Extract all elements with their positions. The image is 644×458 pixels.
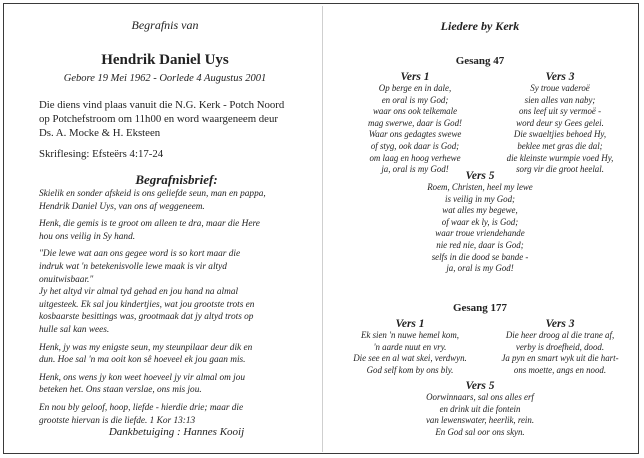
verse-line: Ja pyn en smart wyk uit die hart- [501, 353, 619, 364]
life-dates: Gebore 19 Mei 1962 - Oorlede 4 Augustus 2001 [63, 73, 267, 84]
verse-line: sorg vir die groot heelal. [516, 164, 604, 175]
letter-paragraph [39, 402, 317, 427]
verse-text [485, 83, 635, 176]
letter-line: Henk, die gemis is te groot om alleen te dra, maar die Here [39, 219, 260, 230]
verse-line: waar troue vriendehande [435, 228, 525, 239]
verse-line: ja, oral is my God! [446, 263, 514, 274]
verse-line: Die see en al wat skei, verdwyn. [353, 353, 467, 364]
verse-line: En God sal oor ons skyn. [435, 426, 525, 437]
hymns-heading: Liedere by Kerk [440, 19, 520, 33]
verse-label: Vers 1 [400, 71, 430, 83]
verse-line: of styg, ook daar is God; [370, 140, 460, 151]
verse-line: ons moette, angs en nood. [513, 364, 607, 375]
verse-line: Waar ons gedagtes swewe [368, 129, 462, 140]
letter-paragraph [39, 342, 317, 367]
funeral-title: Begrafnis van [131, 18, 199, 32]
verse-block [400, 380, 560, 438]
thanks-line: Dankbetuiging : Hannes Kooij [108, 426, 245, 438]
verse-line: waar ons ook telkemale [372, 106, 458, 117]
verse-line: wat alles my begewe, [442, 205, 518, 216]
verse-line: Op berge en in dale, [378, 83, 452, 93]
verse-line: om laag en hoog verhewe [369, 152, 461, 163]
verse-line: is veilig in my God; [445, 193, 515, 204]
service-line: Die diens vind plaas vanuit die N.G. Kerk - Potch Noord [39, 99, 285, 111]
verse-line: Die heer droog al die trane af, [505, 330, 615, 340]
verse-line: 'n aarde nuut en vry. [373, 341, 447, 352]
letter-line: onuitwisbaar." [39, 274, 94, 285]
verse-label: Vers 1 [395, 318, 425, 330]
verse-line: en drink uit die fontein [439, 403, 521, 414]
letter-line: Skielik en sonder afskeid is ons geliefde seun, man en pappa, [39, 189, 266, 199]
verse-line: van lewenswater, heerlik, rein. [425, 415, 535, 426]
fold-line [322, 6, 323, 452]
verse-line: nie red nie, daar is God; [436, 239, 524, 250]
verse-line: Roem, Christen, heel my lewe [427, 182, 533, 192]
verse-line: selfs in die dood se bande - [431, 251, 529, 262]
deceased-name: Hendrik Daniel Uys [101, 52, 229, 68]
verse-line: Sy troue vaderoë [530, 83, 590, 93]
letter-paragraph [39, 248, 317, 336]
verse-line: beklee met gras die dal; [517, 140, 603, 151]
letter-body [39, 188, 317, 427]
letter-line: kosbaarste besittings was, grootmaak dat jy altyd trots op [39, 312, 254, 323]
letter-heading: Begrafnisbrief: [135, 172, 218, 187]
verse-label: Vers 5 [465, 380, 495, 392]
verse-line: God self kom by ons bly. [366, 364, 454, 375]
scripture-reading: Skriflesing: Efsteërs 4:17-24 [39, 148, 164, 160]
letter-line: indruk wat 'n betekenisvolle lewe maak is vir altyd [39, 261, 227, 272]
verse-label: Vers 5 [465, 170, 495, 182]
verse-block [345, 71, 485, 176]
letter-line: grootste hiervan is die liefde. 1 Kor 13:13 [39, 415, 196, 426]
verse-line: Ek sien 'n nuwe hemel kom, [360, 330, 459, 340]
letter-line: uitgesteek. Ek sal jou kindertjies, wat jou grootste trots en [39, 299, 255, 310]
verse-line: word deur sy Gees gelei. [516, 117, 604, 128]
verse-line: of waar ek ly, is God; [441, 216, 519, 227]
verse-label: Vers 3 [545, 318, 575, 330]
letter-paragraph [39, 218, 317, 243]
verse-line: sien alles van naby; [524, 94, 596, 105]
verse-block [400, 170, 560, 275]
verse-line: die kleinste wurmpie voed Hy, [506, 152, 614, 163]
verse-label: Vers 3 [545, 71, 575, 83]
hymn-title: Gesang 47 [455, 55, 505, 67]
service-info [39, 98, 314, 140]
verse-text [335, 330, 485, 376]
verse-block [335, 318, 485, 376]
verse-block [485, 318, 635, 376]
verse-text [400, 392, 560, 438]
letter-paragraph [39, 372, 317, 397]
letter-paragraph [39, 188, 317, 213]
letter-line: Henk, ons wens jy kon weet hoeveel jy vir almal om jou [39, 372, 246, 383]
letter-line: Jy het altyd vir almal tyd gehad en jou hand na almal [39, 287, 239, 298]
letter-line: "Die lewe wat aan ons gegee word is so kort maar die [39, 249, 241, 260]
verse-block [485, 71, 635, 176]
letter-line: En nou bly geloof, hoop, liefde - hierdie drie; maar die [39, 402, 244, 413]
verse-line: Die swaeltjies behoed Hy, [513, 129, 607, 140]
verse-line: verby is droefheid, dood. [515, 341, 605, 352]
letter-line: hulle sal kan wees. [39, 324, 110, 335]
verse-line: mag swerwe, daar is God! [368, 117, 462, 128]
verse-line: Oorwinnaars, sal ons alles erf [426, 392, 534, 402]
letter-line: Hendrik Daniel Uys, van ons af weggeneem. [39, 201, 205, 212]
verse-text [345, 83, 485, 176]
hymn-title: Gesang 177 [452, 302, 508, 314]
verse-text [485, 330, 635, 376]
letter-line: Henk, jy was my enigste seun, my steunpilaar deur dik en [39, 342, 253, 353]
verse-line: ja, oral is my God! [381, 164, 449, 175]
service-line: Ds. A. Mocke & H. Eksteen [39, 127, 161, 139]
verse-text [400, 182, 560, 275]
service-line: op Potchefstroom om 11h00 en word waargeneem deur [39, 113, 278, 125]
letter-line: hou ons veilig in Sy hand. [39, 231, 136, 242]
letter-line: dun. Hoe sal 'n ma ooit kon sê hoeveel ek jou gaan mis. [39, 355, 246, 366]
letter-line: beteken het. Ons staan verslae, ons mis jou. [39, 385, 202, 396]
verse-line: ons leef uit sy vermoë - [518, 106, 602, 117]
verse-line: en oral is my God; [381, 94, 449, 105]
